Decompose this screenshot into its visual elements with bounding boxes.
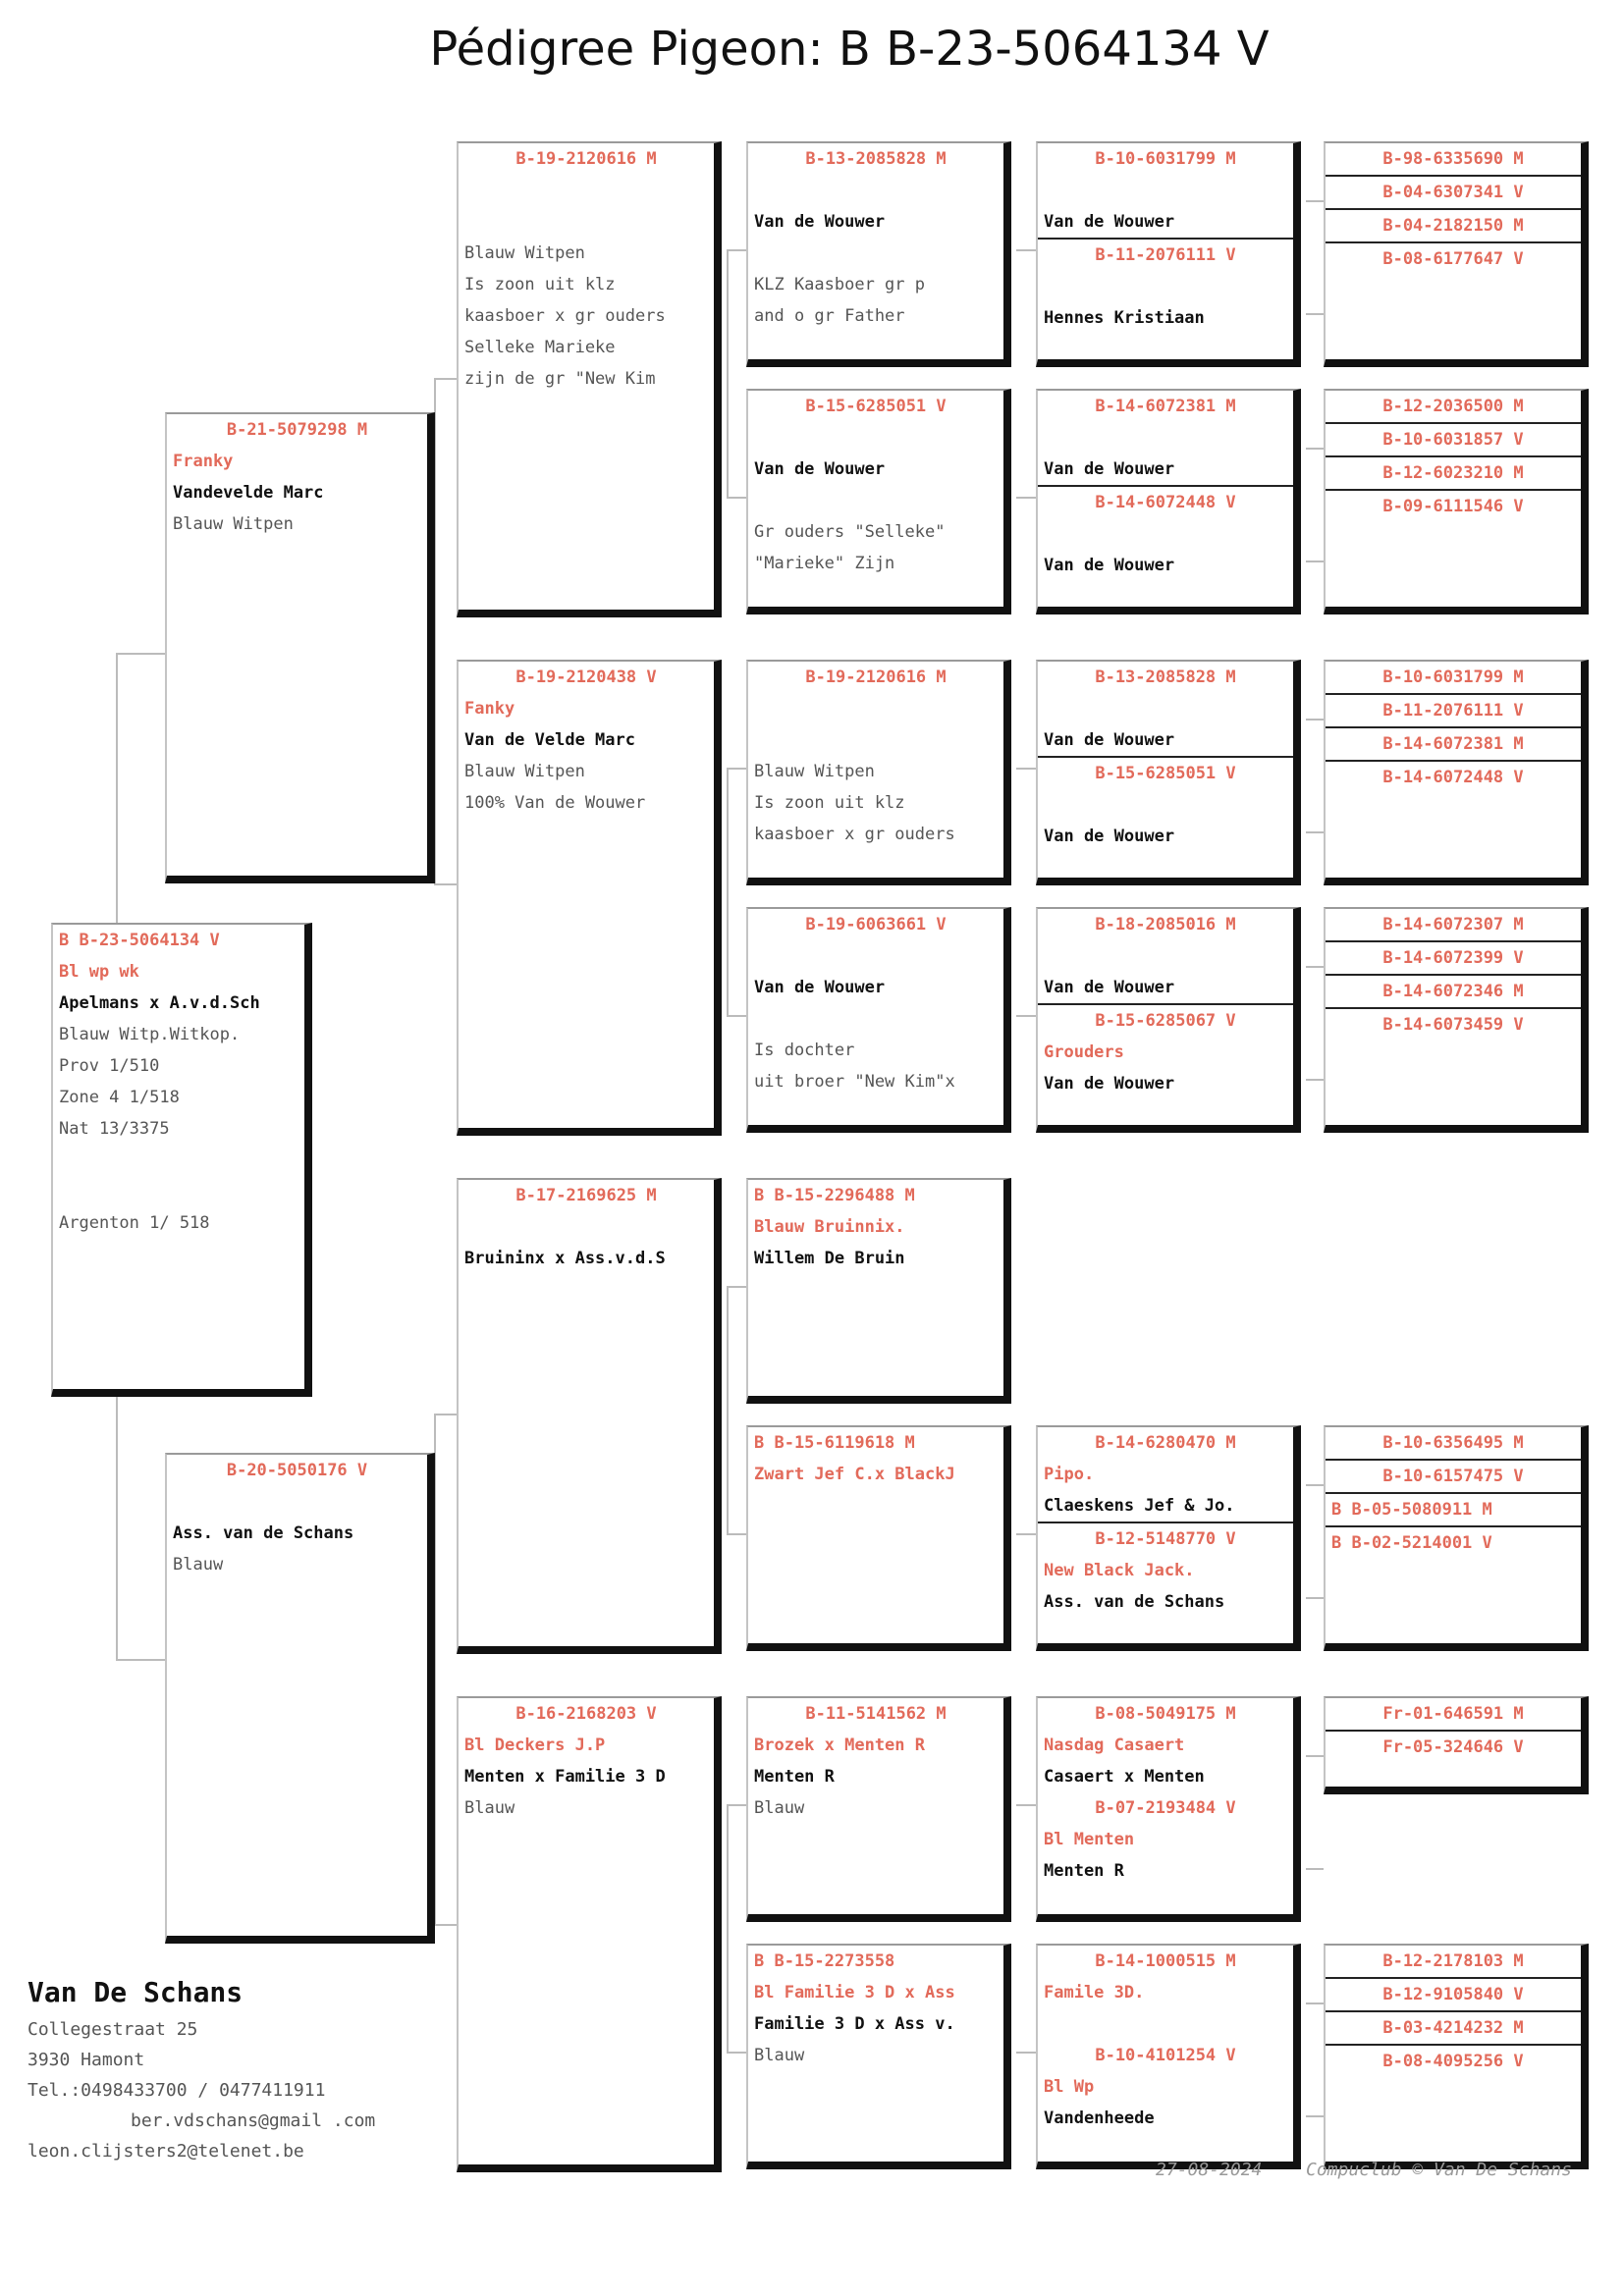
pedigree-box-dsd (746, 1425, 1011, 1651)
pedigree-line: Nasdag Casaert (1044, 1735, 1185, 1755)
pedigree-line: Ass. van de Schans (173, 1523, 354, 1543)
pedigree-line: Blauw (464, 1798, 515, 1818)
pedigree-line: Gr ouders "Selleke" (754, 522, 946, 542)
pedigree-line: B B-15-6119618 M (754, 1433, 915, 1453)
connector-line (116, 1659, 165, 1661)
pedigree-box-dss (746, 1178, 1011, 1404)
pedigree-line: B-98-6335690 M (1382, 149, 1524, 169)
connector-line (1306, 1079, 1324, 1081)
connector-line (727, 2052, 746, 2054)
pedigree-line: Prov 1/510 (59, 1056, 160, 1076)
pedigree-line: Vandevelde Marc (173, 483, 324, 503)
connector-line (1016, 768, 1036, 770)
pedigree-line: Blauw (754, 1798, 805, 1818)
pedigree-box-g1 (1036, 141, 1301, 367)
pedigree-box-gg3 (1324, 660, 1589, 885)
pedigree-line: B-12-6023210 M (1382, 463, 1524, 483)
pedigree-line: Blauw Witpen (754, 762, 875, 781)
pedigree-line: B-15-6285067 V (1095, 1011, 1236, 1031)
print-date: 27-08-2024 (1156, 2160, 1263, 2180)
pedigree-box-gg4 (1324, 907, 1589, 1133)
pedigree-line: Van de Wouwer (1044, 730, 1175, 750)
pedigree-line: B-07-2193484 V (1095, 1798, 1236, 1818)
connector-line (1016, 1015, 1036, 1017)
breeder-phone: Tel.:0498433700 / 0477411911 (27, 2080, 326, 2101)
pedigree-line (748, 238, 1003, 269)
pedigree-line: B-21-5079298 M (226, 420, 368, 440)
pedigree-box-ds (457, 1178, 722, 1654)
pedigree-box-gg7 (1324, 1696, 1589, 1794)
connector-line (434, 1924, 457, 1926)
pedigree-line: Brozek x Menten R (754, 1735, 925, 1755)
connector-line (1306, 448, 1324, 450)
pedigree-box-gg6 (1324, 1425, 1589, 1651)
pedigree-line: Menten R (1044, 1861, 1124, 1881)
pedigree-line: B-11-2076111 V (1382, 701, 1524, 721)
pedigree-line: B-10-4101254 V (1095, 2046, 1236, 2065)
connector-line (1306, 831, 1324, 833)
pedigree-line: Van de Velde Marc (464, 730, 635, 750)
pedigree-line: Fanky (464, 699, 515, 719)
pedigree-line: Franky (173, 452, 234, 471)
connector-line (727, 1286, 746, 1288)
pedigree-box-sss (746, 141, 1011, 367)
pedigree-line: Blauw Bruinnix. (754, 1217, 905, 1237)
pedigree-line: B-14-6072307 M (1382, 915, 1524, 934)
pedigree-line (1038, 175, 1293, 206)
pedigree-box-dam (165, 1453, 435, 1944)
pedigree-line: 100% Van de Wouwer (464, 793, 646, 813)
pedigree-line: Is zoon uit klz (464, 275, 616, 294)
pedigree-line: B-10-6356495 M (1382, 1433, 1524, 1453)
pedigree-line: Van de Wouwer (1044, 212, 1175, 232)
pedigree-line (748, 940, 1003, 972)
pedigree-line: Zone 4 1/518 (59, 1088, 180, 1107)
connector-line (1306, 1755, 1324, 1757)
connector-line (1306, 1597, 1324, 1599)
connector-line (1306, 561, 1324, 562)
breeder-email: ber.vdschans@gmail .com (131, 2110, 376, 2131)
pedigree-line: B-15-6285051 V (805, 397, 947, 416)
pedigree-line: Familie 3 D x Ass v. (754, 2014, 955, 2034)
connector-line (1306, 2115, 1324, 2117)
pedigree-line: Menten R (754, 1767, 835, 1787)
pedigree-box-dd (457, 1696, 722, 2172)
pedigree-line (1038, 2008, 1293, 2040)
pedigree-line: Blauw Witpen (464, 243, 585, 263)
pedigree-line: uit broer "New Kim"x (754, 1072, 955, 1092)
pedigree-line: Blauw (754, 2046, 805, 2065)
pedigree-line: B-12-2178103 M (1382, 1951, 1524, 1971)
pedigree-line (1038, 518, 1293, 550)
pedigree-line: B-14-6280470 M (1095, 1433, 1236, 1453)
pedigree-line: B-08-6177647 V (1382, 249, 1524, 269)
pedigree-line: Fr-05-324646 V (1382, 1737, 1524, 1757)
connector-line (1016, 497, 1036, 499)
pedigree-line: Pipo. (1044, 1465, 1095, 1484)
pedigree-box-g7 (1036, 1696, 1301, 1922)
pedigree-line: Blauw Witpen (464, 762, 585, 781)
connector-line (727, 1804, 746, 1806)
pedigree-line: Bl Deckers J.P (464, 1735, 606, 1755)
pedigree-line: Vandenheede (1044, 2109, 1155, 2128)
pedigree-line: B-12-2036500 M (1382, 397, 1524, 416)
pedigree-box-gg2 (1324, 389, 1589, 614)
pedigree-line: B-19-6063661 V (805, 915, 947, 934)
pedigree-box-ddd (746, 1944, 1011, 2169)
connector-line (1306, 1868, 1324, 1870)
pedigree-line: Van de Wouwer (1044, 459, 1175, 479)
pedigree-line: B-10-6031857 V (1382, 430, 1524, 450)
pedigree-line (53, 1176, 304, 1207)
pedigree-line: and o gr Father (754, 306, 905, 326)
connector-line (1306, 719, 1324, 721)
pedigree-line (748, 693, 1003, 724)
connector-line (434, 883, 457, 885)
pedigree-line (1038, 693, 1293, 724)
pedigree-line: Selleke Marieke (464, 338, 616, 357)
pedigree-line: Is dochter (754, 1041, 855, 1060)
pedigree-line (1038, 789, 1293, 821)
pedigree-line: B-13-2085828 M (805, 149, 947, 169)
pedigree-line: Van de Wouwer (754, 978, 886, 997)
connector-line (727, 768, 746, 770)
software-credit: Compuclub © Van De Schans (1306, 2160, 1572, 2180)
pedigree-line: Blauw (173, 1555, 224, 1575)
pedigree-line: Bruininx x Ass.v.d.S (464, 1249, 666, 1268)
connector-line (1016, 1533, 1036, 1535)
pedigree-line: B-10-6031799 M (1095, 149, 1236, 169)
pedigree-line: Bl Wp (1044, 2077, 1095, 2097)
pedigree-box-g4 (1036, 907, 1301, 1133)
pedigree-line (459, 206, 714, 238)
pedigree-line (53, 1145, 304, 1176)
pedigree-line: Nat 13/3375 (59, 1119, 170, 1139)
pedigree-line: kaasboer x gr ouders (754, 825, 955, 844)
pedigree-line: B-14-6072346 M (1382, 982, 1524, 1001)
pedigree-line: Menten x Familie 3 D (464, 1767, 666, 1787)
pedigree-box-g8 (1036, 1944, 1301, 2169)
connector-line (434, 378, 457, 380)
pedigree-line: Fr-01-646591 M (1382, 1704, 1524, 1724)
connector-line (1306, 1484, 1324, 1486)
connector-line (1306, 966, 1324, 968)
pedigree-line: Van de Wouwer (1044, 978, 1175, 997)
pedigree-line: B-14-6072399 V (1382, 948, 1524, 968)
pedigree-line: B B-05-5080911 M (1331, 1500, 1492, 1520)
pedigree-box-sd (457, 660, 722, 1136)
pedigree-line: B B-02-5214001 V (1331, 1533, 1492, 1553)
pedigree-line (1038, 940, 1293, 972)
breeder-name: Van De Schans (27, 1976, 244, 2008)
connector-line (727, 1804, 729, 2052)
pedigree-line: B-14-6072448 V (1095, 493, 1236, 512)
pedigree-line: Famile 3D. (1044, 1983, 1145, 2002)
connector-line (1016, 2052, 1036, 2054)
connector-line (727, 768, 729, 1015)
connector-line (727, 497, 746, 499)
pedigree-line: B-09-6111546 V (1382, 497, 1524, 516)
pedigree-line (748, 485, 1003, 516)
pedigree-line: Blauw Witp.Witkop. (59, 1025, 241, 1044)
pedigree-line: Van de Wouwer (754, 212, 886, 232)
pedigree-line: Argenton 1/ 518 (59, 1213, 210, 1233)
pedigree-line: New Black Jack. (1044, 1561, 1195, 1580)
pedigree-line: Is zoon uit klz (754, 793, 905, 813)
pedigree-line: B-10-6031799 M (1382, 667, 1524, 687)
pedigree-box-gg8 (1324, 1944, 1589, 2169)
pedigree-line: Apelmans x A.v.d.Sch (59, 993, 260, 1013)
pedigree-line: Bl Menten (1044, 1830, 1135, 1849)
connector-line (434, 1414, 457, 1415)
breeder-city: 3930 Hamont (27, 2050, 145, 2070)
pedigree-line (748, 724, 1003, 756)
pedigree-line: B-08-5049175 M (1095, 1704, 1236, 1724)
pedigree-line (459, 1211, 714, 1243)
pedigree-line: Van de Wouwer (754, 459, 886, 479)
pedigree-box-ssd (746, 389, 1011, 614)
pedigree-line: B-11-2076111 V (1095, 245, 1236, 265)
pedigree-line: zijn de gr "New Kim (464, 369, 656, 389)
pedigree-line (1038, 271, 1293, 302)
pedigree-line (459, 175, 714, 206)
pedigree-line (167, 1486, 427, 1518)
pedigree-line: B-04-2182150 M (1382, 216, 1524, 236)
pedigree-box-dds (746, 1696, 1011, 1922)
pedigree-line: B-17-2169625 M (515, 1186, 657, 1205)
pedigree-line: B-15-6285051 V (1095, 764, 1236, 783)
pedigree-box-ss (457, 141, 722, 617)
pedigree-line (1038, 422, 1293, 454)
breeder-street: Collegestraat 25 (27, 2019, 198, 2040)
pedigree-line: Van de Wouwer (1044, 1074, 1175, 1094)
pedigree-line (748, 175, 1003, 206)
connector-line (1016, 1804, 1036, 1806)
pedigree-box-g6 (1036, 1425, 1301, 1651)
pedigree-box-subject (51, 923, 312, 1397)
connector-line (1306, 2002, 1324, 2004)
pedigree-line: Willem De Bruin (754, 1249, 905, 1268)
pedigree-box-sds (746, 660, 1011, 885)
breeder-info (27, 1971, 375, 2166)
pedigree-box-gg1 (1324, 141, 1589, 367)
pedigree-box-g3 (1036, 660, 1301, 885)
pedigree-line: B-04-6307341 V (1382, 183, 1524, 202)
connector-line (116, 653, 165, 655)
pedigree-line: B-10-6157475 V (1382, 1467, 1524, 1486)
pedigree-line: B-14-6072381 M (1382, 734, 1524, 754)
pedigree-line: B B-23-5064134 V (59, 931, 220, 950)
pedigree-line: Zwart Jef C.x BlackJ (754, 1465, 955, 1484)
pedigree-line: B-14-6072381 M (1095, 397, 1236, 416)
pedigree-line: B-19-2120616 M (805, 667, 947, 687)
pedigree-line: Van de Wouwer (1044, 827, 1175, 846)
connector-line (727, 249, 729, 497)
pedigree-line: B-18-2085016 M (1095, 915, 1236, 934)
pedigree-box-sire (165, 412, 435, 883)
pedigree-line: B-19-2120616 M (515, 149, 657, 169)
pedigree-line: B-13-2085828 M (1095, 667, 1236, 687)
pedigree-line: B-11-5141562 M (805, 1704, 947, 1724)
breeder-email-2: leon.clijsters2@telenet.be (27, 2141, 304, 2162)
pedigree-line: Blauw Witpen (173, 514, 294, 534)
connector-line (727, 1286, 729, 1533)
pedigree-line: KLZ Kaasboer gr p (754, 275, 925, 294)
pedigree-line: B-14-6073459 V (1382, 1015, 1524, 1035)
pedigree-line: B-16-2168203 V (515, 1704, 657, 1724)
connector-line (727, 249, 746, 251)
pedigree-line: B-08-4095256 V (1382, 2052, 1524, 2071)
pedigree-line: Ass. van de Schans (1044, 1592, 1225, 1612)
pedigree-line: kaasboer x gr ouders (464, 306, 666, 326)
pedigree-line: B-20-5050176 V (226, 1461, 368, 1480)
pedigree-line: B B-15-2273558 (754, 1951, 895, 1971)
pedigree-line: B-12-9105840 V (1382, 1985, 1524, 2004)
pedigree-line: "Marieke" Zijn (754, 554, 895, 573)
pedigree-line: B-14-1000515 M (1095, 1951, 1236, 1971)
pedigree-line (748, 422, 1003, 454)
pedigree-line: B-19-2120438 V (515, 667, 657, 687)
page-title: Pédigree Pigeon: B B-23-5064134 V (429, 22, 1270, 77)
pedigree-line: Bl wp wk (59, 962, 139, 982)
connector-line (1016, 249, 1036, 251)
pedigree-box-sdd (746, 907, 1011, 1133)
pedigree-line: Bl Familie 3 D x Ass (754, 1983, 955, 2002)
pedigree-line: Claeskens Jef & Jo. (1044, 1496, 1235, 1516)
pedigree-line: Grouders (1044, 1042, 1124, 1062)
pedigree-line: B-12-5148770 V (1095, 1529, 1236, 1549)
pedigree-line: Hennes Kristiaan (1044, 308, 1205, 328)
pedigree-line: Van de Wouwer (1044, 556, 1175, 575)
pedigree-line: B-14-6072448 V (1382, 768, 1524, 787)
pedigree-line: Casaert x Menten (1044, 1767, 1205, 1787)
pedigree-line: B B-15-2296488 M (754, 1186, 915, 1205)
pedigree-line (748, 1003, 1003, 1035)
pedigree-line: B-03-4214232 M (1382, 2018, 1524, 2038)
connector-line (727, 1015, 746, 1017)
connector-line (1306, 313, 1324, 315)
pedigree-box-g2 (1036, 389, 1301, 614)
connector-line (1306, 200, 1324, 202)
connector-line (727, 1533, 746, 1535)
